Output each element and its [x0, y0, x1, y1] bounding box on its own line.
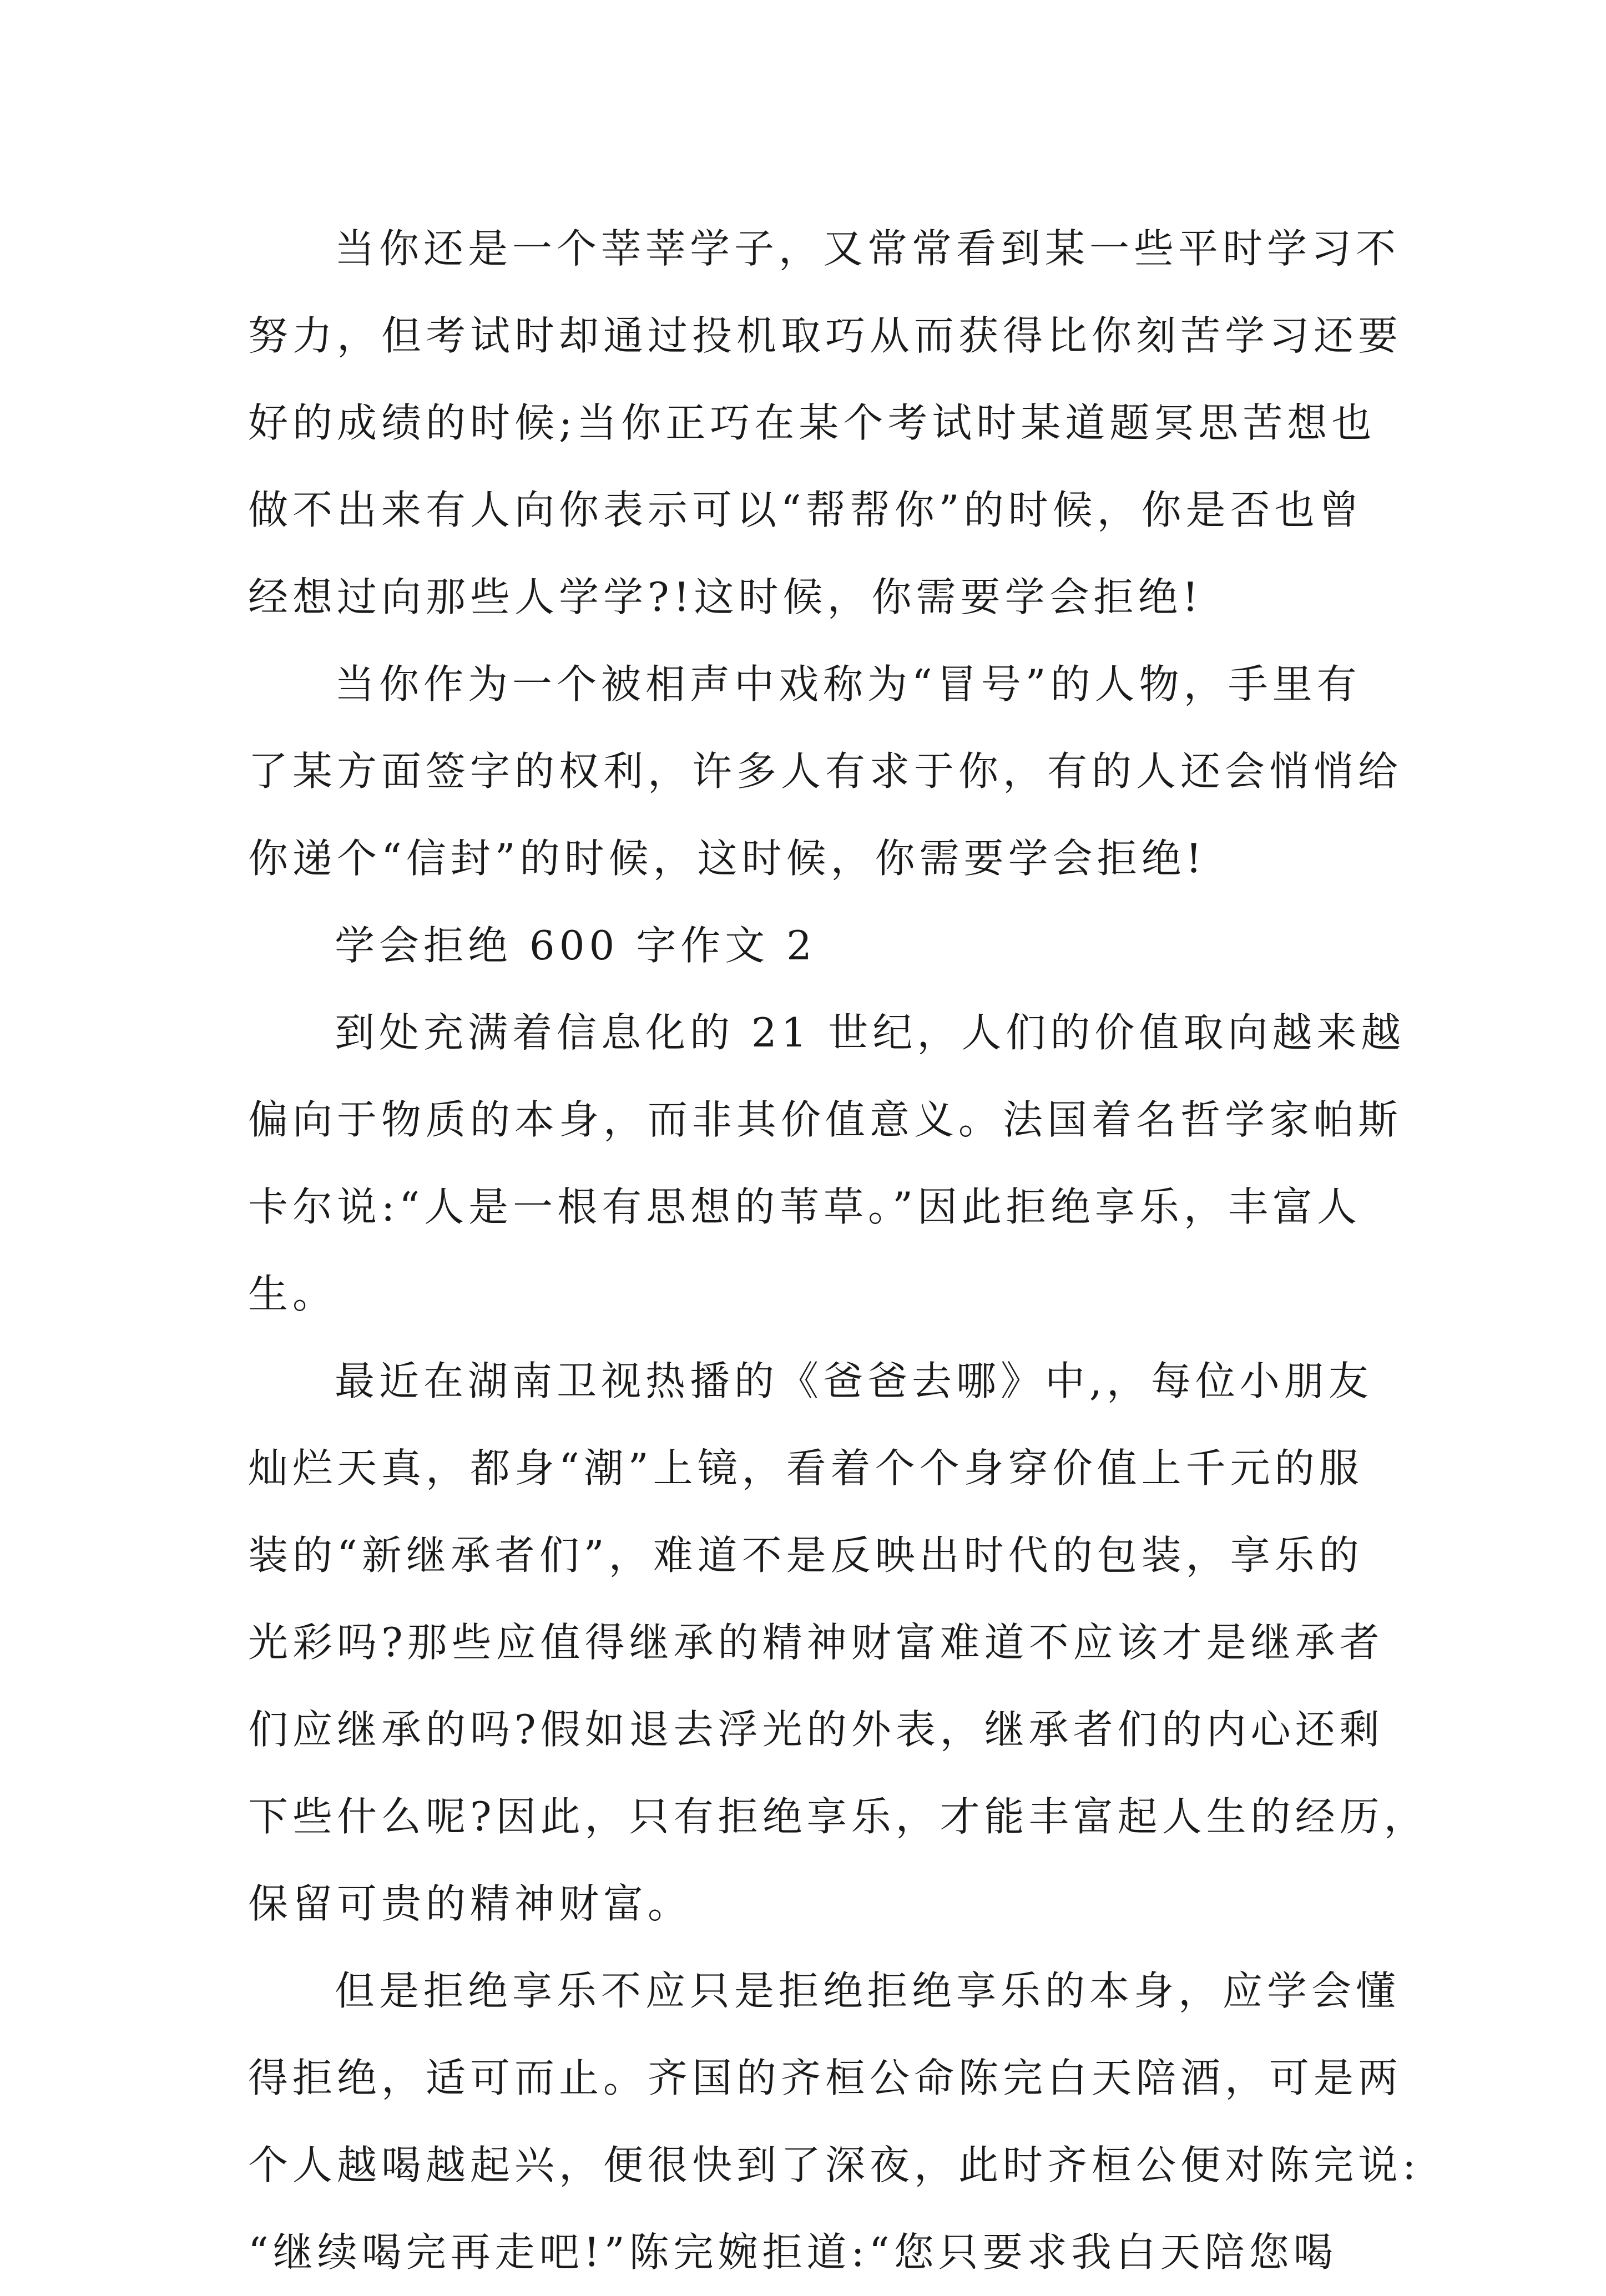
- paragraph-line: 当你作为一个被相声中戏称为“冒号”的人物，手里有: [335, 661, 1361, 707]
- paragraph-line: 装的“新继承者们”，难道不是反映出时代的包装，享乐的: [248, 1532, 1363, 1579]
- paragraph-line: 偏向于物质的本身，而非其价值意义。法国着名哲学家帕斯: [248, 1096, 1403, 1143]
- paragraph-line: 们应继承的吗?假如退去浮光的外表，继承者们的内心还剩: [248, 1706, 1384, 1753]
- paragraph-line: 保留可贵的精神财富。: [248, 1880, 693, 1927]
- paragraph-line: 当你还是一个莘莘学子，又常常看到某一些平时学习不: [335, 225, 1401, 272]
- paragraph-line: 灿烂天真，都身“潮”上镜，看着个个身穿价值上千元的服: [248, 1445, 1363, 1491]
- paragraph-line: 但是拒绝享乐不应只是拒绝拒绝享乐的本身，应学会懂: [335, 1968, 1401, 2014]
- paragraph-line: 努力，但考试时却通过投机取巧从而获得比你刻苦学习还要: [248, 312, 1403, 359]
- paragraph-line: 光彩吗?那些应值得继承的精神财富难道不应该才是继承者: [248, 1619, 1384, 1666]
- paragraph-line: 经想过向那些人学学?!这时候，你需要学会拒绝!: [248, 574, 1203, 620]
- section-heading: 学会拒绝 600 字作文 2: [335, 922, 816, 969]
- paragraph-line: 个人越喝越起兴，便很快到了深夜，此时齐桓公便对陈完说:: [248, 2142, 1421, 2188]
- paragraph-line: 了某方面签字的权利，许多人有求于你，有的人还会悄悄给: [248, 748, 1403, 795]
- paragraph-line: 最近在湖南卫视热播的《爸爸去哪》中,，每位小朋友: [335, 1358, 1373, 1404]
- paragraph-line: 到处充满着信息化的 21 世纪，人们的价值取向越来越: [335, 1009, 1406, 1056]
- paragraph-line: “继续喝完再走吧!”陈完婉拒道:“您只要求我白天陪您喝: [248, 2229, 1338, 2275]
- paragraph-line: 生。: [248, 1271, 337, 1317]
- paragraph-line: 好的成绩的时候;当你正巧在某个考试时某道题冥思苦想也: [248, 399, 1376, 446]
- paragraph-line: 你递个“信封”的时候，这时候，你需要学会拒绝!: [248, 835, 1206, 882]
- paragraph-line: 得拒绝，适可而止。齐国的齐桓公命陈完白天陪酒，可是两: [248, 2055, 1403, 2101]
- paragraph-line: 卡尔说:“人是一根有思想的苇草。”因此拒绝享乐，丰富人: [248, 1184, 1361, 1230]
- document-body: [248, 205, 1428, 2296]
- paragraph-line: 做不出来有人向你表示可以“帮帮你”的时候，你是否也曾: [248, 487, 1363, 533]
- paragraph-line: 下些什么呢?因此，只有拒绝享乐，才能丰富起人生的经历，: [248, 1793, 1428, 1840]
